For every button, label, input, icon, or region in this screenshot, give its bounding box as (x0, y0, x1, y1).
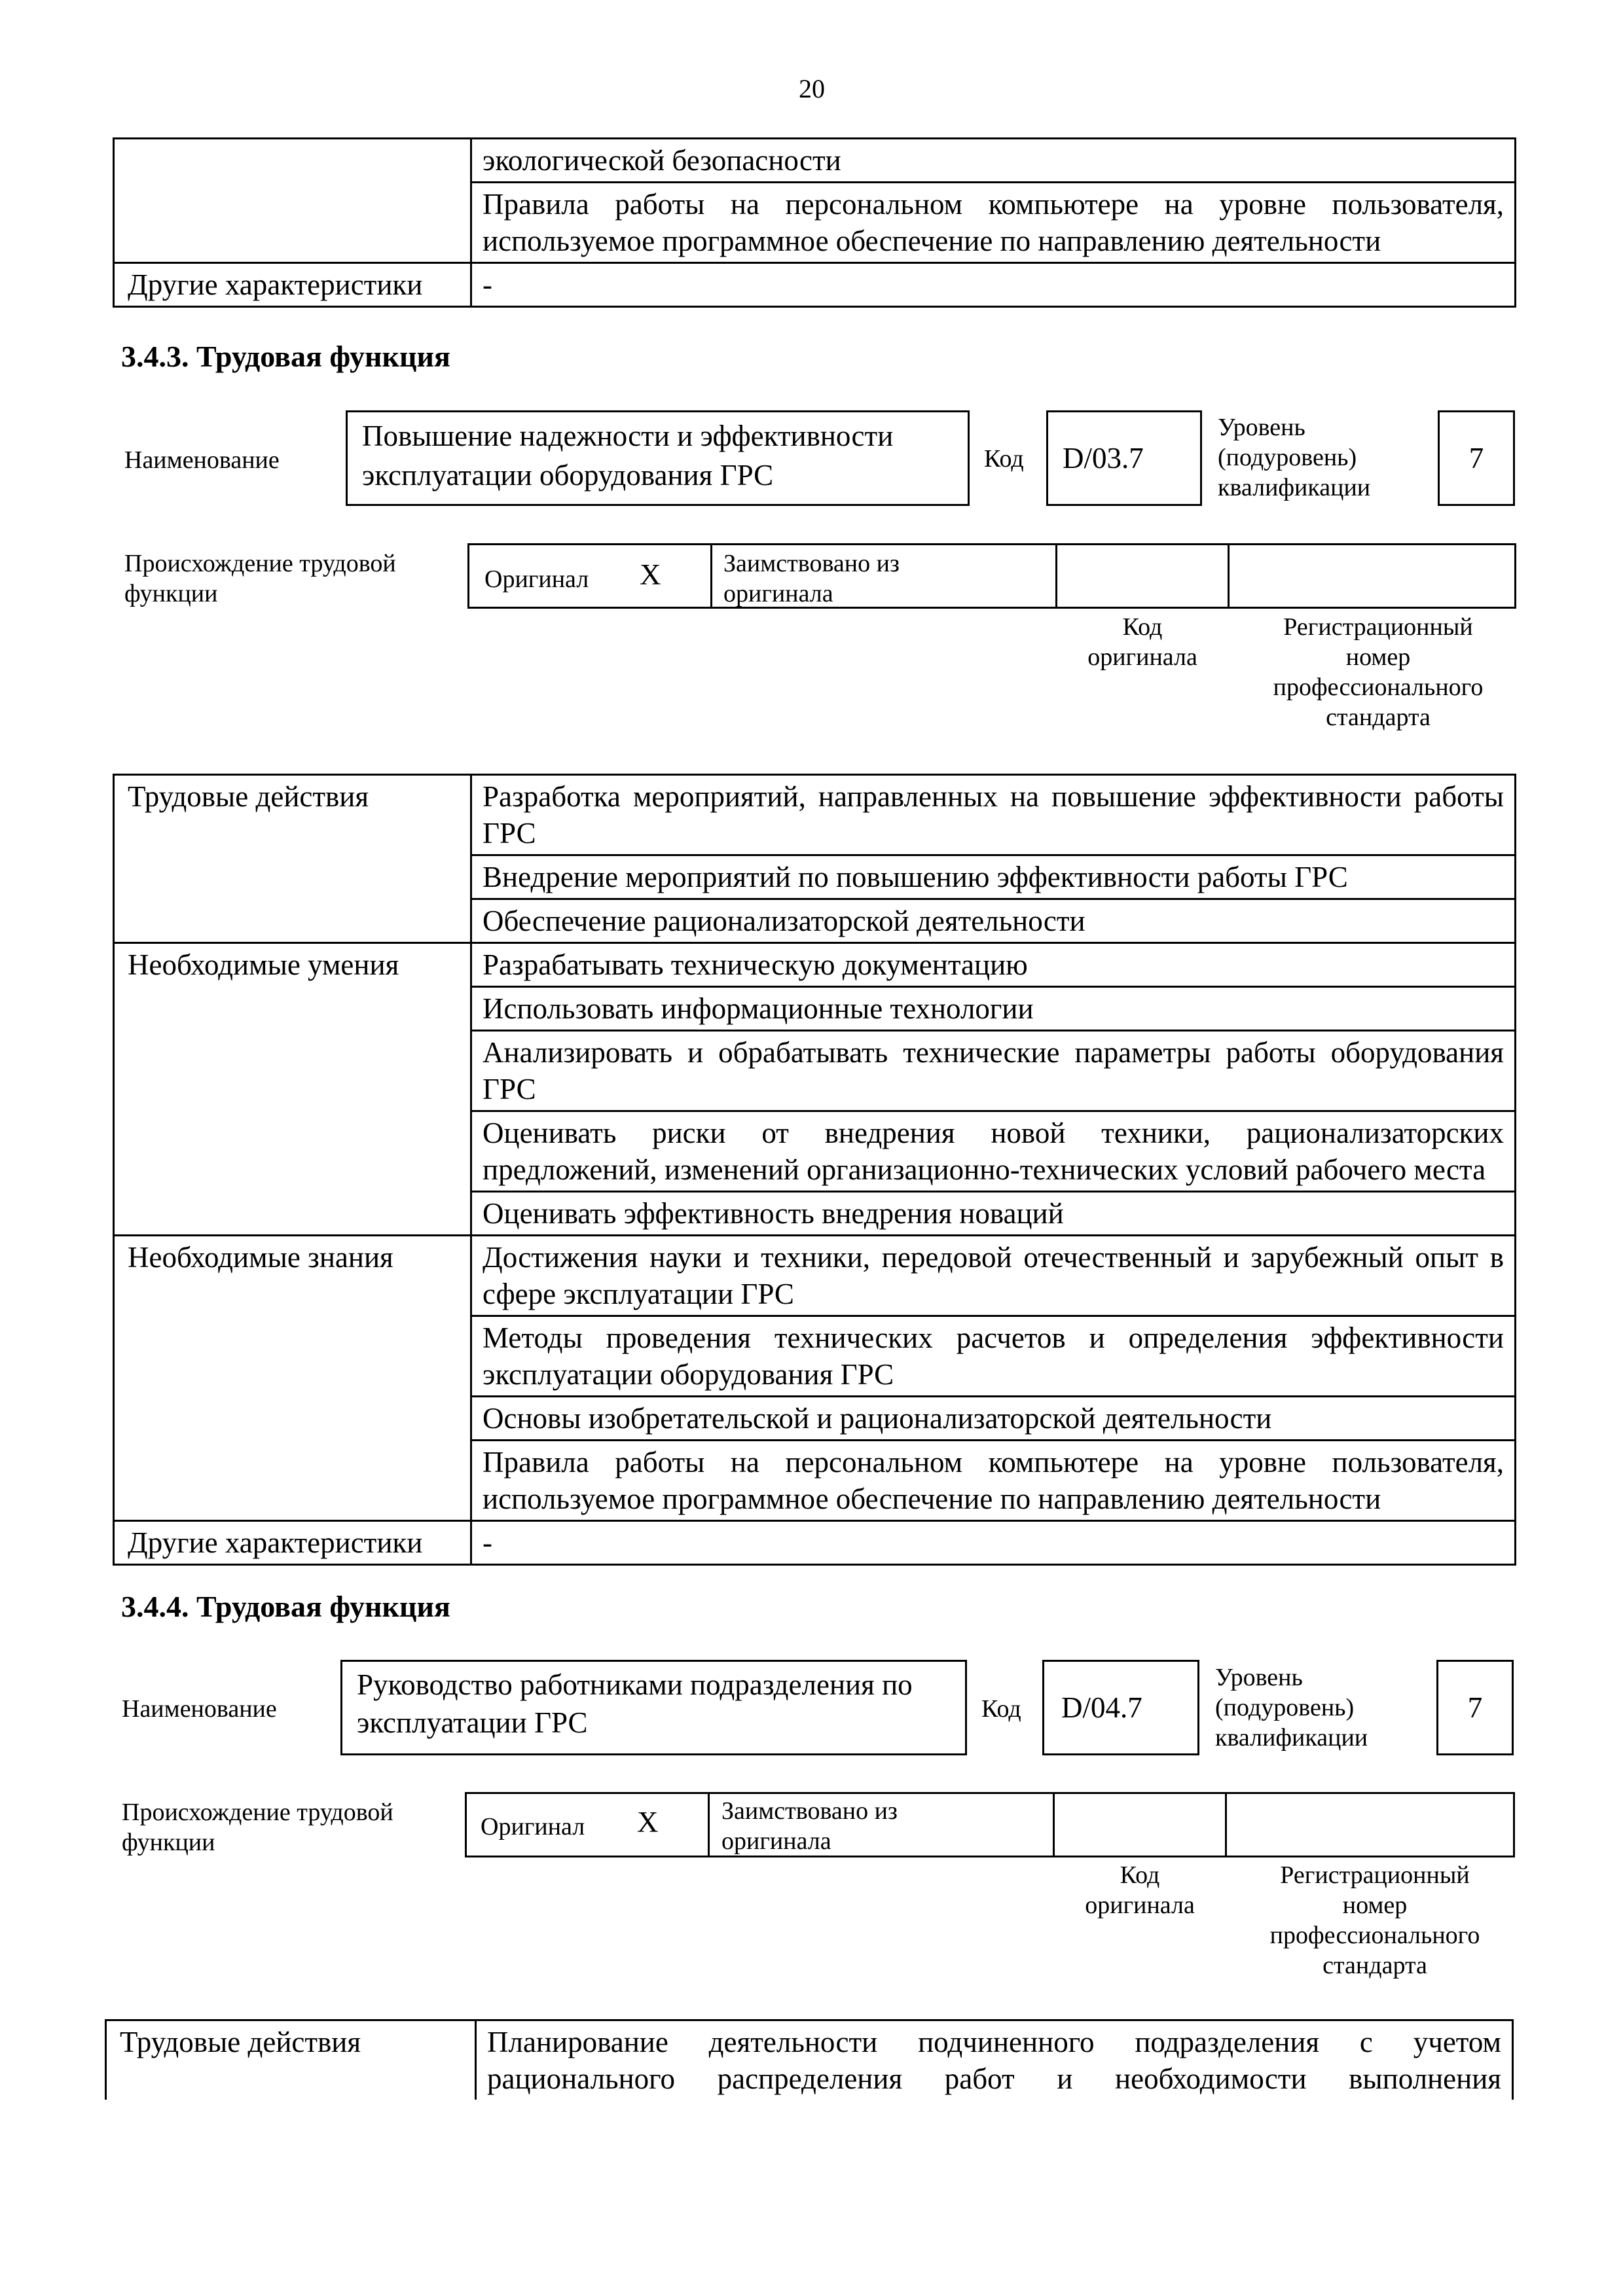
name-label: Наименование (124, 446, 280, 474)
table-row: Использовать информационные технологии (471, 987, 1516, 1031)
other-characteristics-label: Другие характеристики (114, 263, 471, 307)
origin-divider (710, 543, 712, 609)
name-value: Руководство работниками подразделения по эксплуатации ГРС (357, 1668, 913, 1739)
original-label: Оригинал (481, 1813, 585, 1840)
borrowed-label: Заимствовано из оригинала (723, 550, 900, 607)
section-label: Необходимые умения (114, 943, 471, 1236)
origin-divider (1228, 543, 1230, 609)
level-box (1436, 1660, 1514, 1755)
code-label: Код (981, 1695, 1021, 1723)
level-value: 7 (1467, 1691, 1483, 1724)
table-row: Правила работы на персональном компьютере на уровне пользователя, используемое программное обеспечение по направлению деятельности (471, 183, 1516, 263)
code-original-label: Код оригинала (1087, 613, 1197, 671)
section-label: Трудовые действия (114, 775, 471, 943)
level-box (1438, 410, 1515, 506)
origin-divider (1055, 543, 1057, 609)
main-table-343 (113, 774, 1516, 1566)
table-row: Достижения науки и техники, передовой отечественный и зарубежный опыт в сфере эксплуатации ГРС (471, 1236, 1516, 1316)
section-label: Необходимые знания (114, 1236, 471, 1521)
section-heading-343: 3.4.3. Трудовая функция (121, 340, 450, 373)
table-row: Оценивать эффективность внедрения новаций (471, 1192, 1516, 1236)
other-characteristics-value: - (471, 263, 1516, 307)
level-label: Уровень (подуровень) квалификации (1215, 1664, 1368, 1751)
main-table-344 (105, 2019, 1514, 2100)
table-row: экологической безопасности (471, 139, 1516, 183)
original-mark: X (640, 558, 661, 591)
code-box (1042, 1660, 1199, 1755)
original-mark: X (637, 1806, 659, 1839)
table-row: Основы изобретательской и рационализаторской деятельности (471, 1397, 1516, 1441)
name-box (346, 410, 970, 506)
origin-label: Происхождение трудовой функции (124, 550, 396, 607)
origin-bottom-rule (467, 607, 1516, 609)
name-label: Наименование (122, 1695, 277, 1723)
table-row: Планирование деятельности подчиненного подразделения с учетом рационального распределения работ и необходимости выполнения (476, 2020, 1513, 2100)
reg-number-label: Регистрационный номер профессионального стандарта (1269, 1861, 1480, 1979)
section-heading-344: 3.4.4. Трудовая функция (121, 1590, 450, 1623)
table-row: Оценивать риски от внедрения новой техники, рационализаторских предложений, изменений организационно-технических условий рабочего места (471, 1111, 1516, 1192)
level-value: 7 (1468, 442, 1484, 475)
origin-box (465, 1792, 1515, 1857)
origin-divider (1225, 1792, 1227, 1857)
borrowed-label: Заимствовано из оригинала (721, 1797, 898, 1855)
page-number: 20 (799, 74, 825, 103)
table-row: Разработка мероприятий, направленных на повышение эффективности работы ГРС (471, 775, 1516, 855)
origin-divider (708, 1792, 710, 1857)
origin-label: Происхождение трудовой функции (122, 1799, 393, 1856)
origin-bottom-rule (465, 1856, 1515, 1857)
table-label-cell (114, 139, 471, 263)
table-row: Разрабатывать техническую документацию (471, 943, 1516, 987)
origin-box (467, 543, 1516, 609)
top-table (113, 137, 1516, 308)
table-row: Методы проведения технических расчетов и определения эффективности эксплуатации оборудования ГРС (471, 1316, 1516, 1397)
code-value: D/04.7 (1061, 1691, 1142, 1724)
table-row: Внедрение мероприятий по повышению эффективности работы ГРС (471, 855, 1516, 899)
original-label: Оригинал (484, 565, 589, 593)
name-box (340, 1660, 967, 1755)
code-value: D/03.7 (1063, 442, 1144, 475)
other-characteristics-value: - (471, 1521, 1516, 1565)
other-characteristics-label: Другие характеристики (114, 1521, 471, 1565)
code-box (1046, 410, 1202, 506)
table-row: Анализировать и обрабатывать технические параметры работы оборудования ГРС (471, 1031, 1516, 1111)
code-original-label: Код оригинала (1085, 1861, 1195, 1919)
code-label: Код (984, 445, 1024, 473)
table-row: Правила работы на персональном компьютере на уровне пользователя, используемое программное обеспечение по направлению деятельности (471, 1441, 1516, 1521)
name-value: Повышение надежности и эффективности эксплуатации оборудования ГРС (362, 420, 894, 492)
section-label: Трудовые действия (106, 2020, 476, 2100)
table-row: Обеспечение рационализаторской деятельности (471, 899, 1516, 943)
reg-number-label: Регистрационный номер профессионального стандарта (1273, 613, 1484, 731)
origin-divider (1053, 1792, 1055, 1857)
level-label: Уровень (подуровень) квалификации (1218, 414, 1371, 501)
